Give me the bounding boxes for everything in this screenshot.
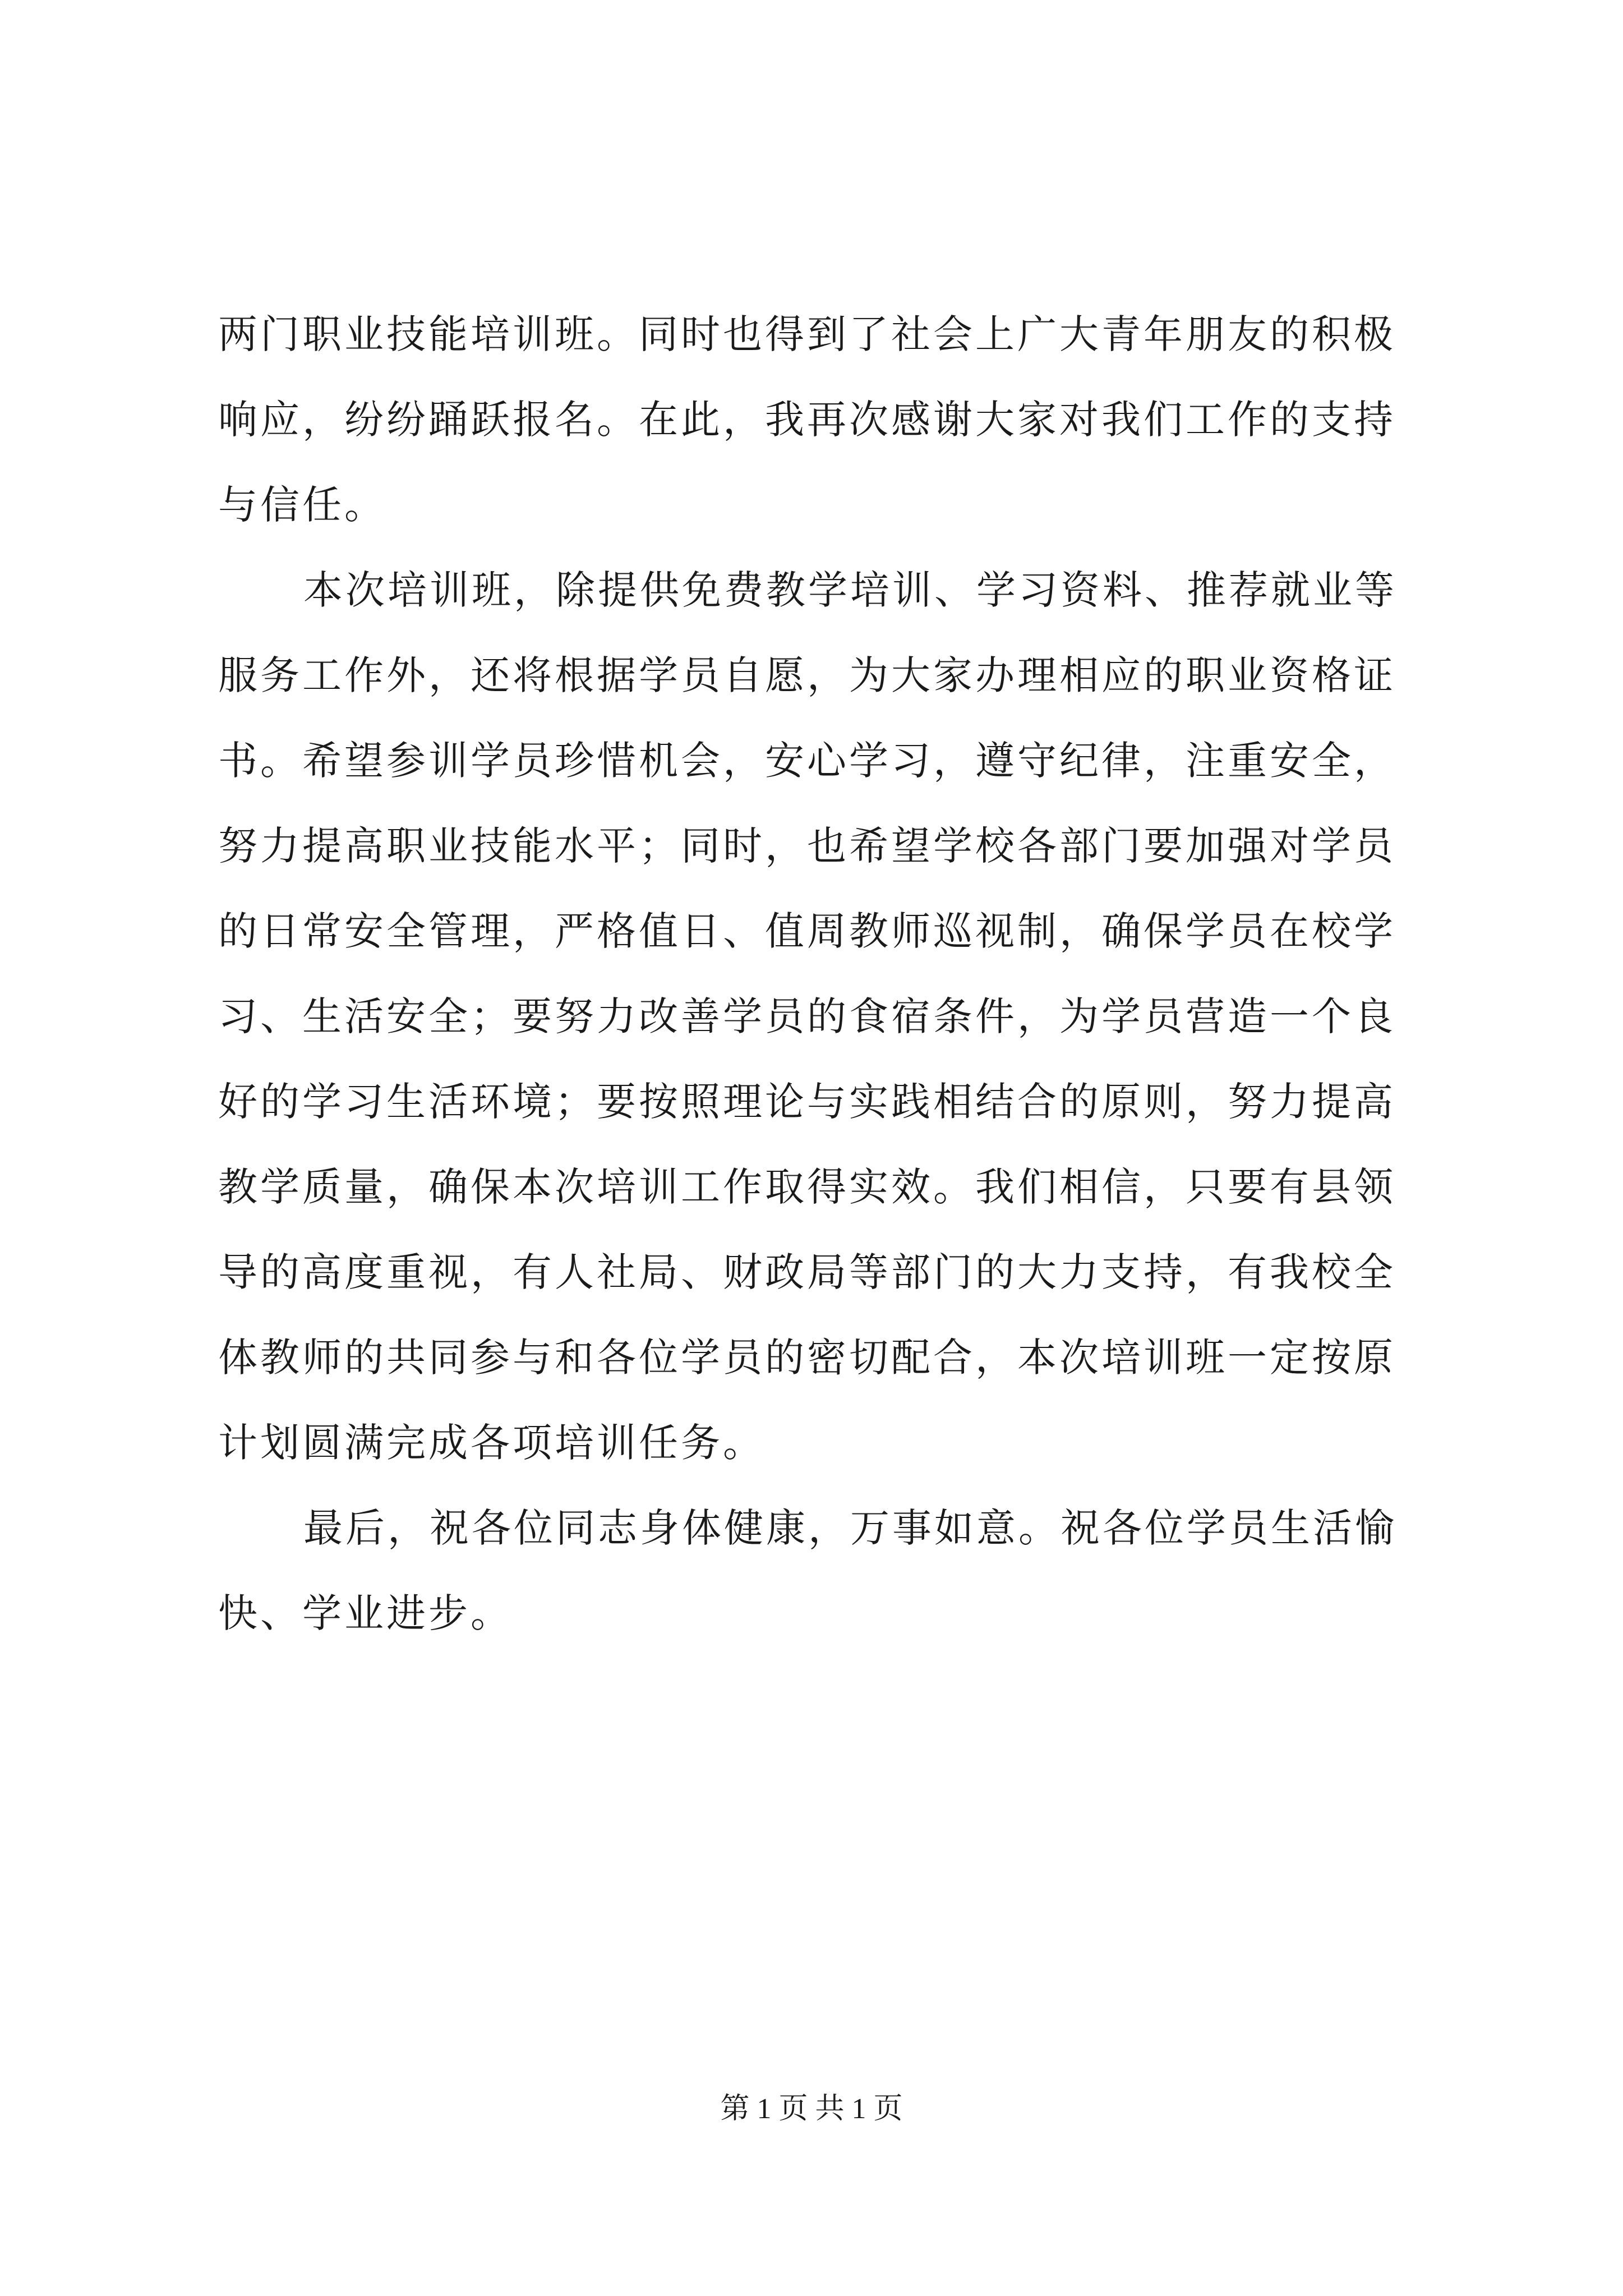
document-body	[218, 292, 1413, 1656]
paragraph-line: 的日常安全管理，严格值日、值周教师巡视制，确保学员在校学	[218, 908, 1396, 954]
paragraph-line: 响应，纷纷踊跃报名。在此，我再次感谢大家对我们工作的支持	[218, 397, 1396, 443]
paragraph-2	[218, 547, 1413, 1485]
paragraph-line: 导的高度重视，有人社局、财政局等部门的大力支持，有我校全	[218, 1249, 1396, 1295]
paragraph-line: 计划圆满完成各项培训任务。	[218, 1420, 765, 1466]
paragraph-3	[218, 1485, 1413, 1656]
paragraph-line: 快、学业进步。	[218, 1590, 513, 1636]
paragraph-line: 与信任。	[218, 482, 386, 528]
paragraph-line: 最后，祝各位同志身体健康，万事如意。祝各位学员生活愉	[303, 1505, 1397, 1551]
paragraph-line: 习、生活安全；要努力改善学员的食宿条件，为学员营造一个良	[218, 993, 1396, 1039]
page-number-footer: 第 1 页 共 1 页	[720, 2093, 903, 2125]
paragraph-line: 好的学习生活环境；要按照理论与实践相结合的原则，努力提高	[218, 1079, 1396, 1125]
paragraph-1	[218, 292, 1413, 547]
paragraph-line: 两门职业技能培训班。同时也得到了社会上广大青年朋友的积极	[218, 311, 1396, 357]
paragraph-line: 体教师的共同参与和各位学员的密切配合，本次培训班一定按原	[218, 1335, 1396, 1381]
paragraph-line: 努力提高职业技能水平；同时，也希望学校各部门要加强对学员	[218, 823, 1396, 869]
paragraph-line: 书。希望参训学员珍惜机会，安心学习，遵守纪律，注重安全，	[218, 738, 1396, 784]
paragraph-line: 本次培训班，除提供免费教学培训、学习资料、推荐就业等	[303, 567, 1397, 613]
paragraph-line: 教学质量，确保本次培训工作取得实效。我们相信，只要有县领	[218, 1164, 1396, 1210]
paragraph-line: 服务工作外，还将根据学员自愿，为大家办理相应的职业资格证	[218, 652, 1396, 698]
